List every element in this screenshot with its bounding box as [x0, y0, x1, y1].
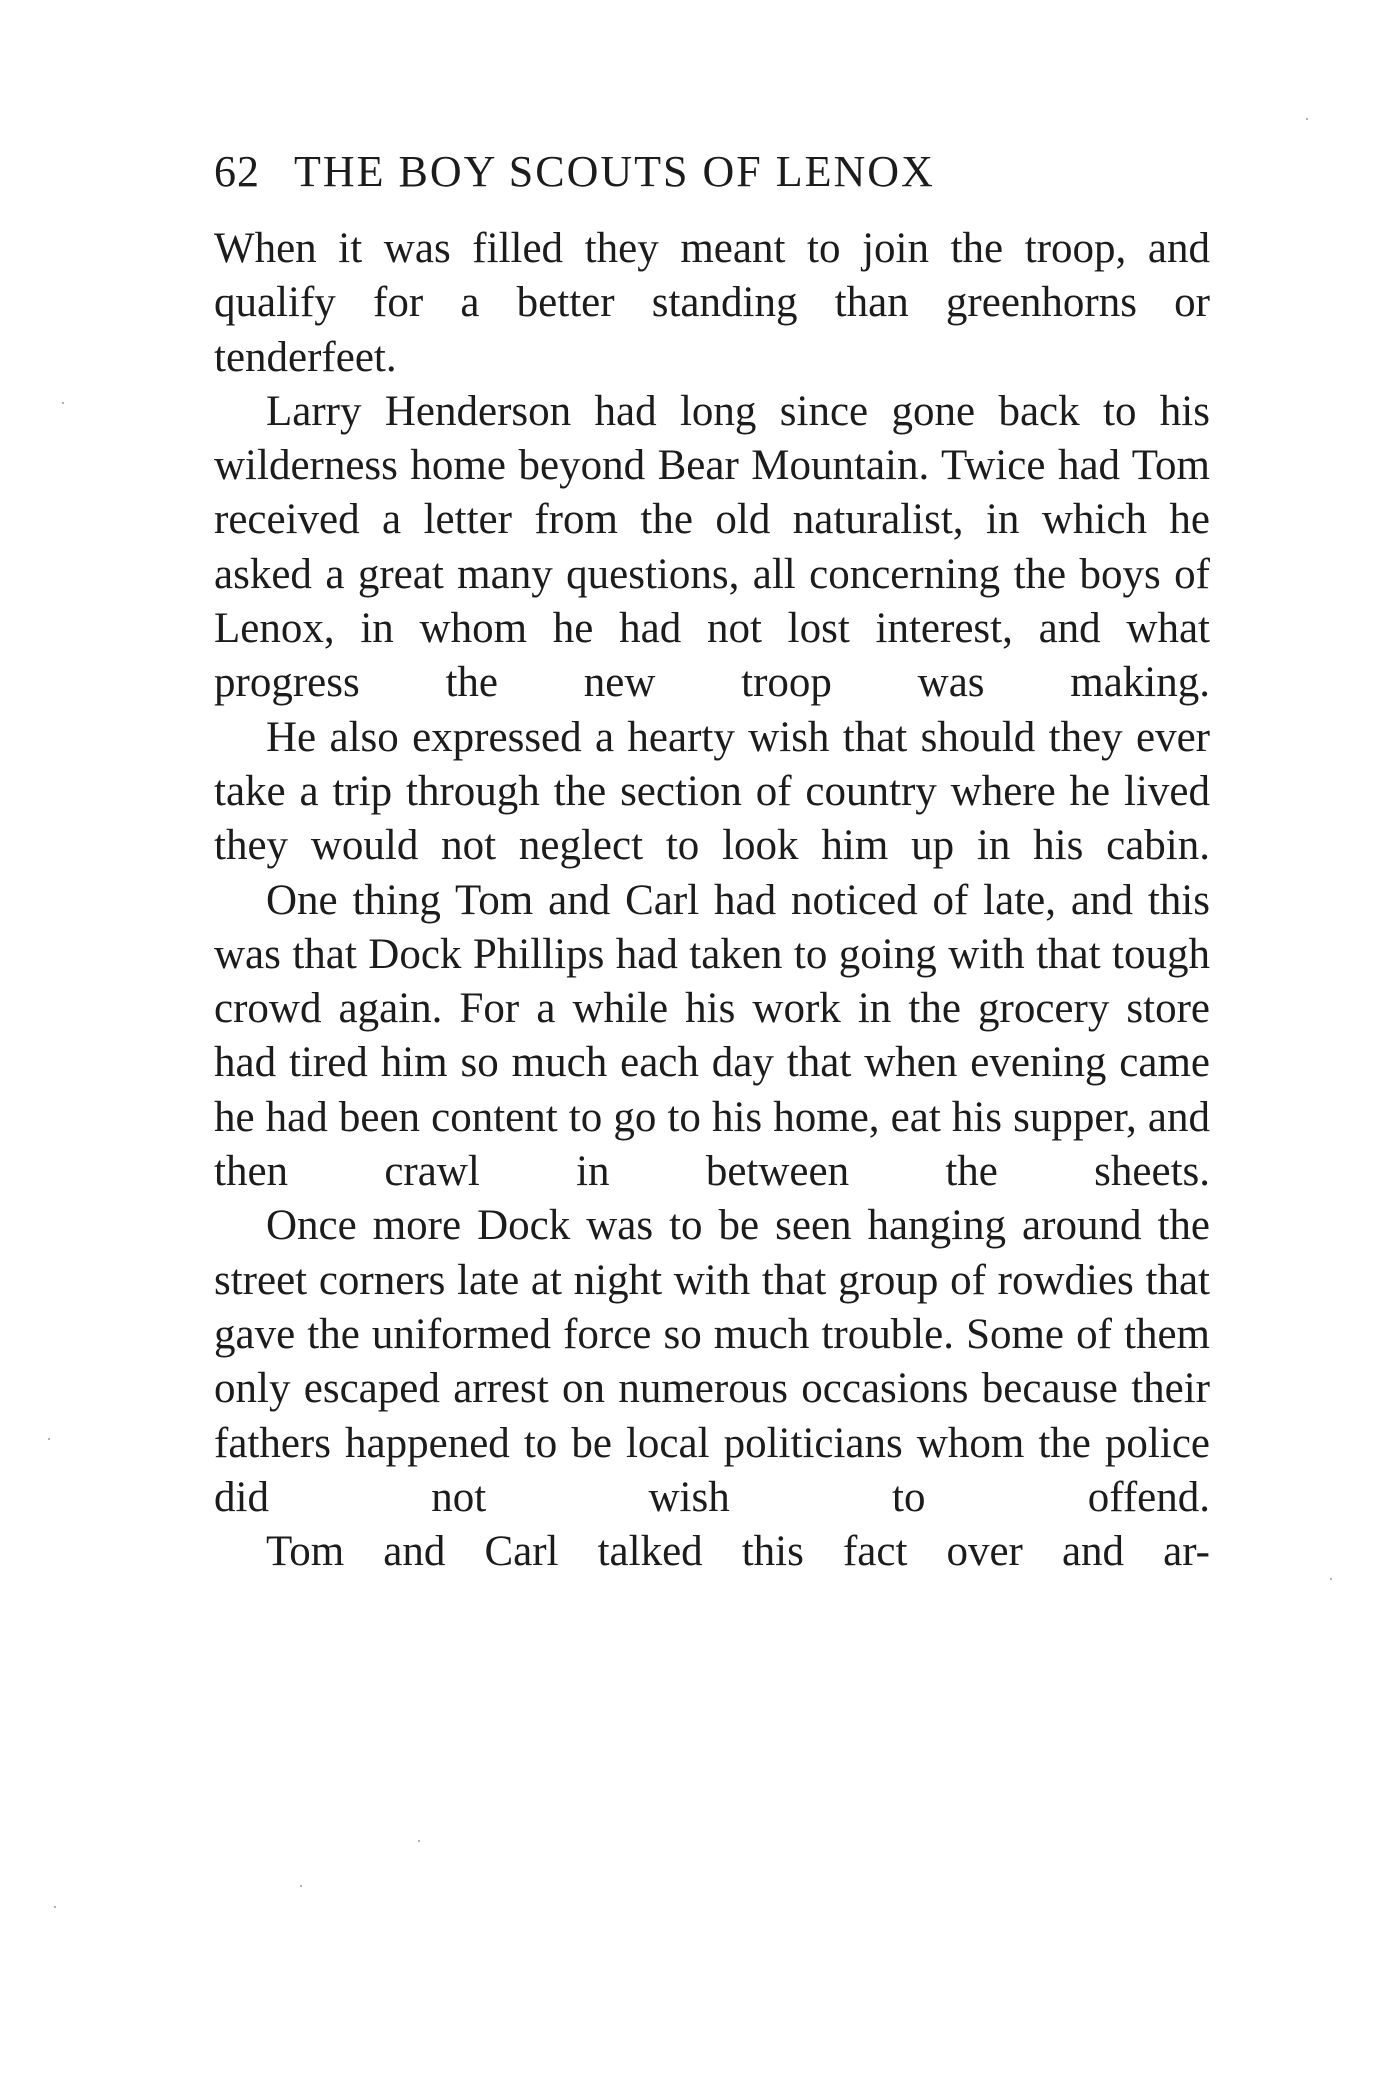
scan-speck [418, 1840, 420, 1842]
body-text [214, 222, 1210, 1579]
scan-speck [62, 402, 64, 404]
paragraph-6: Tom and Carl talked this fact over and ar- [266, 1528, 1210, 1576]
scan-speck [1306, 118, 1308, 120]
scan-speck [300, 1885, 302, 1887]
scan-speck [48, 1438, 50, 1440]
paragraph-3: He also expressed a hearty wish that should they ever take a trip through the section of country where he lived they would not neglect to look him up in his cabin. [214, 713, 1210, 870]
scan-speck [54, 1906, 56, 1908]
paragraph-2: Larry Henderson had long since gone back to his wilderness home beyond Bear Mountain. Twice had Tom received a letter from the old naturalist, in which he asked a great many questions, all concerning the boys of Lenox, in whom he had not lost interest, and what progress the new troop was making. [214, 387, 1210, 707]
scan-speck [1330, 1578, 1332, 1580]
running-title: THE BOY SCOUTS OF LENOX [294, 147, 935, 196]
running-header [214, 142, 1214, 202]
paragraph-5: Once more Dock was to be seen hanging around the street corners late at night with that group of rowdies that gave the uniformed force so much trouble. Some of them only escaped arrest on numerous occasions because their fathers happened to be local politicians whom the police did not wish to offend. [214, 1202, 1210, 1521]
page-number: 62 [214, 147, 260, 196]
paragraph-4: One thing Tom and Carl had noticed of late, and this was that Dock Phillips had taken to going with that tough crowd again. For a while his work in the grocery store had tired him so much each day that when evening came he had been content to go to his home, eat his supper, and then crawl in between the sheets. [214, 876, 1210, 1196]
paragraph-1: When it was filled they meant to join the troop, and qualify for a better standing than greenhorns or tenderfeet. [214, 225, 1210, 381]
